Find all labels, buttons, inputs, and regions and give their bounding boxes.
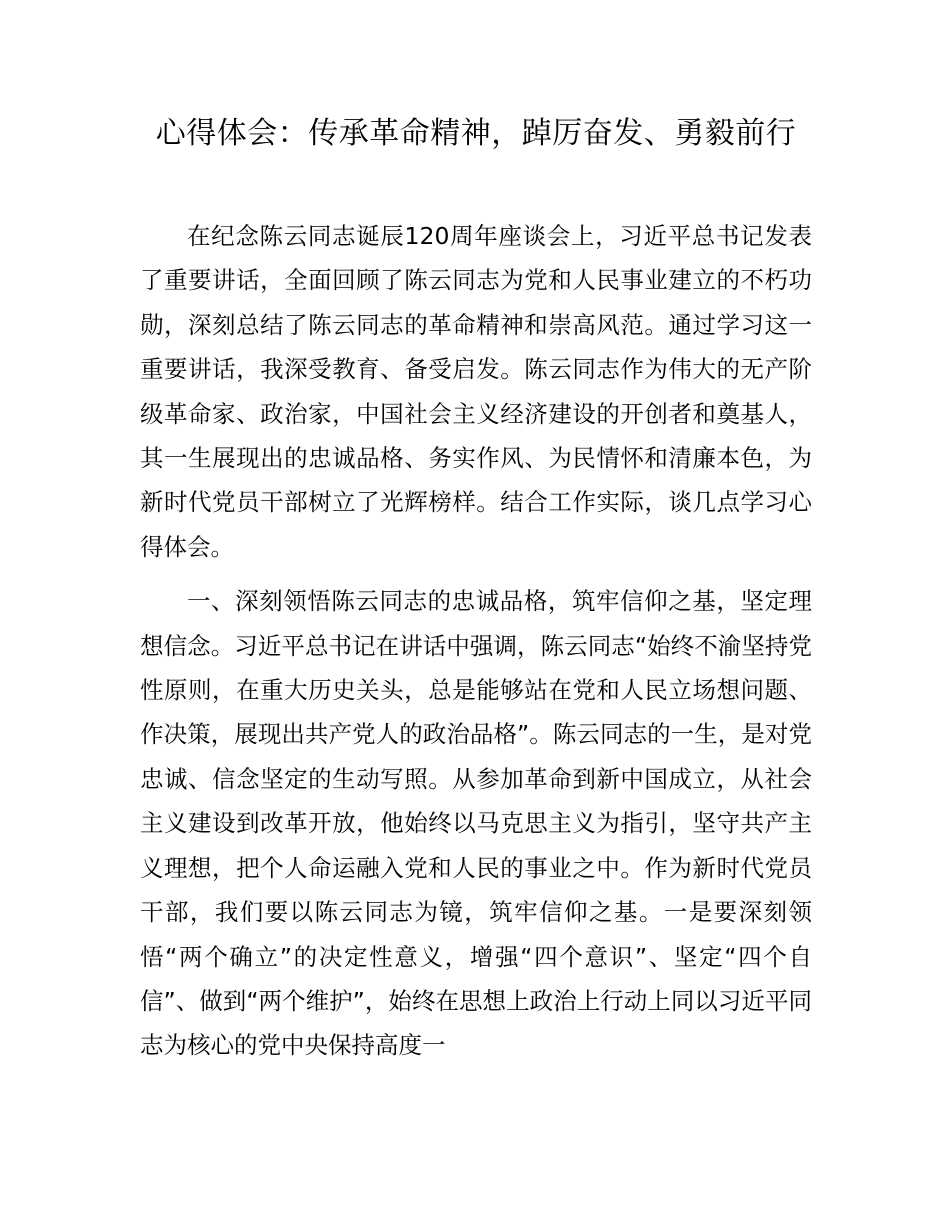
paragraph-section-one: 一、深刻领悟陈云同志的忠诚品格，筑牢信仰之基，坚定理想信念。习近平总书记在讲话中强调，陈云同志“始终不渝坚持党性原则，在重大历史关头，总是能够站在党和人民立场想问题、作决策，展现出共产党人的政治品格”。陈云同志的一生，是对党忠诚、信念坚定的生动写照。从参加革命到新中国成立，从社会主义建设到改革开放，他始终以马克思主义为指引，坚守共产主义理想，把个人命运融入党和人民的事业之中。作为新时代党员干部，我们要以陈云同志为镜，筑牢信仰之基。一是要深刻领悟“两个确立”的决定性意义，增强“四个意识”、坚定“四个自信”、做到“两个维护”，始终在思想上政治上行动上同以习近平同志为核心的党中央保持高度一 — [140, 587, 812, 1060]
document-title: 心得体会：传承革命精神，踔厉奋发、勇毅前行 — [155, 116, 797, 151]
document-body — [140, 214, 812, 1068]
paragraph-intro: 在纪念陈云同志诞辰120周年座谈会上，习近平总书记发表了重要讲话，全面回顾了陈云同志为党和人民事业建立的不朽功勋，深刻总结了陈云同志的革命精神和崇高风范。通过学习这一重要讲话，我深受教育、备受启发。陈云同志作为伟大的无产阶级革命家、政治家，中国社会主义经济建设的开创者和奠基人，其一生展现出的忠诚品格、务实作风、为民情怀和清廉本色，为新时代党员干部树立了光辉榜样。结合工作实际，谈几点学习心得体会。 — [140, 222, 812, 561]
